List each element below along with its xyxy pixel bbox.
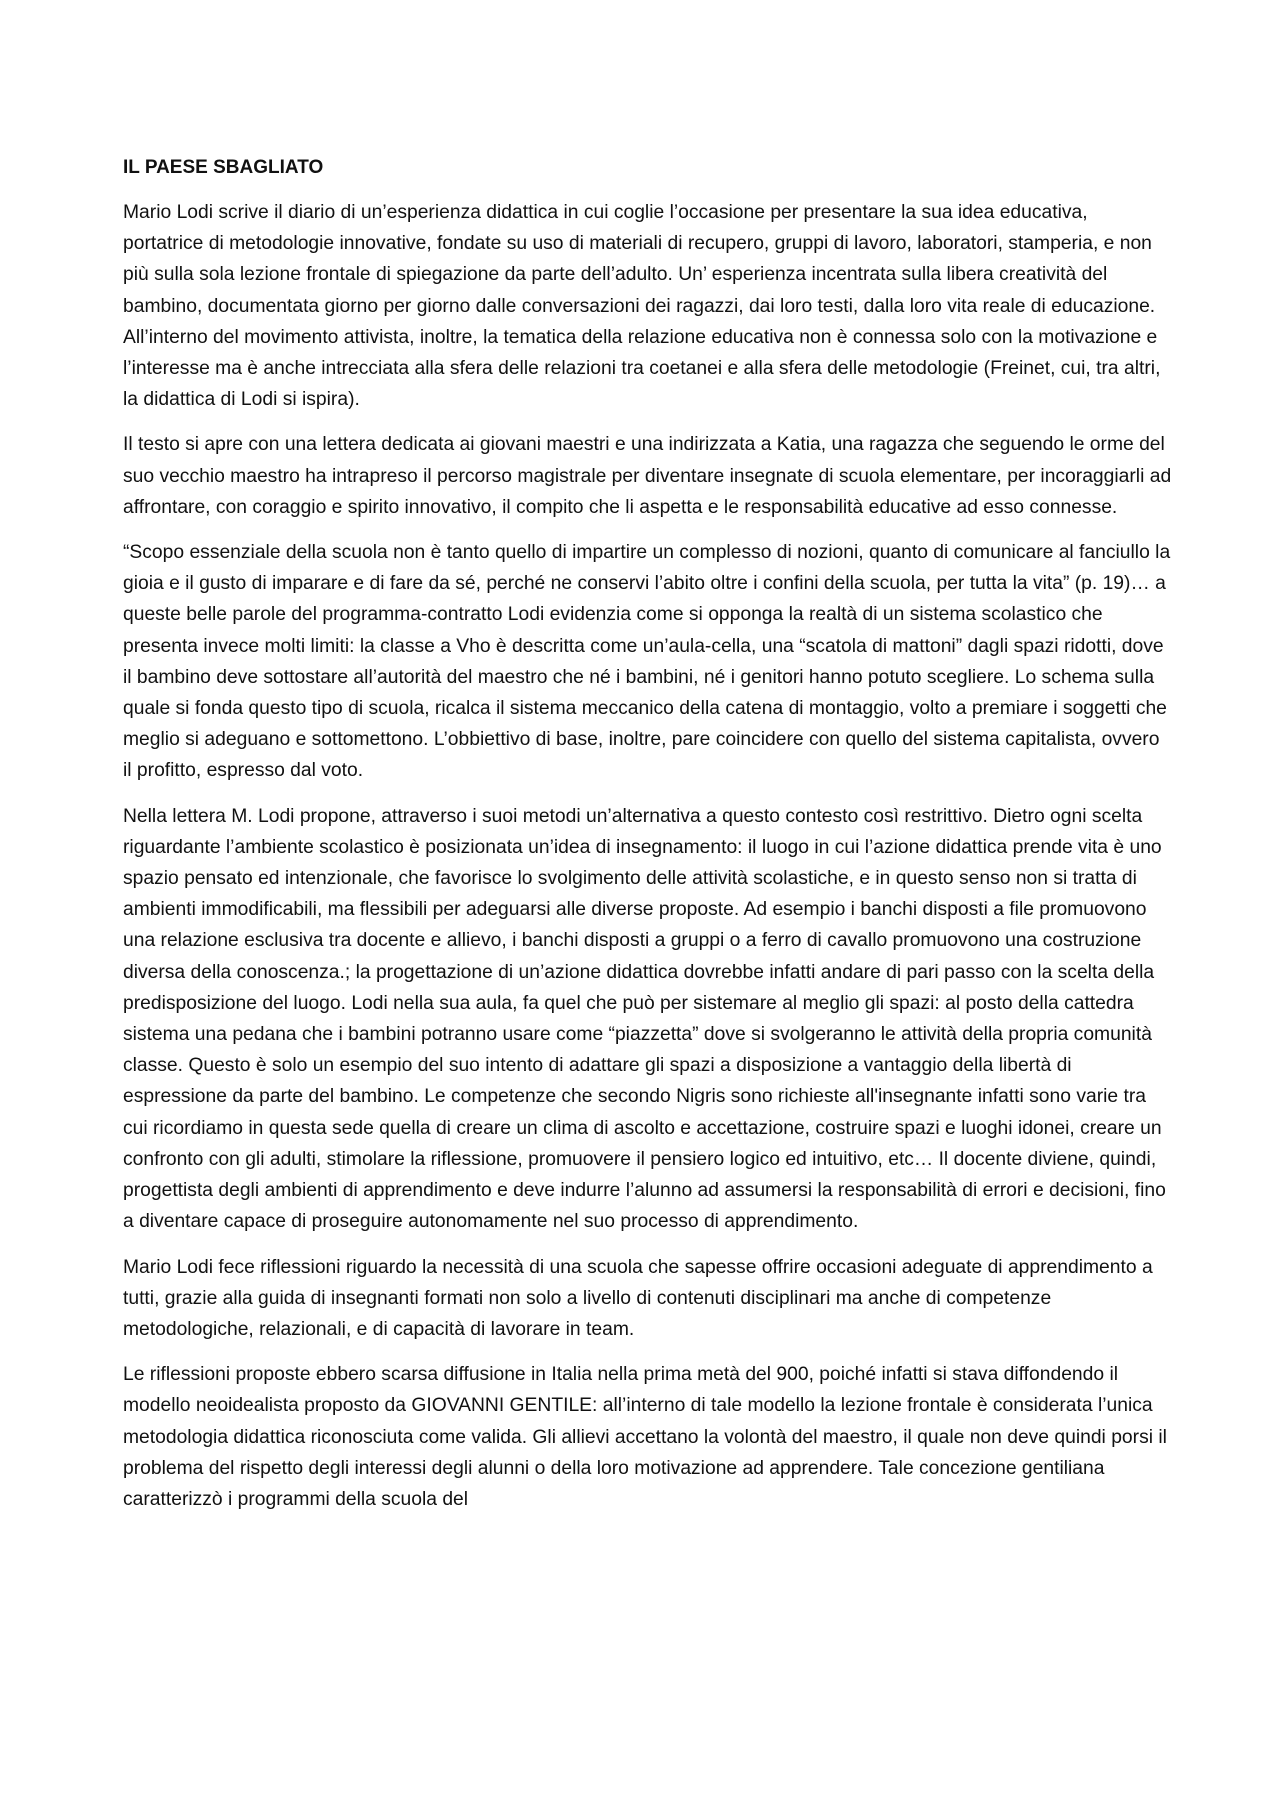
document-page: [123, 152, 1173, 1529]
document-title: IL PAESE SBAGLIATO: [123, 157, 324, 178]
paragraph-2: Il testo si apre con una lettera dedicata ai giovani maestri e una indirizzata a Katia, una ragazza che seguendo le orme del suo vecchio maestro ha intrapreso il percorso magistrale per diventare insegnate di scuola elementare, per incoraggiarli ad affrontare, con coraggio e spirito innovativo, il compito che li aspetta e le responsabilità educative ad esso connesse.: [123, 434, 1172, 518]
paragraph-5: Mario Lodi fece riflessioni riguardo la necessità di una scuola che sapesse offrire occasioni adeguate di apprendimento a tutti, grazie alla guida di insegnanti formati non solo a livello di contenuti disciplinari ma anche di competenze metodologiche, relazionali, e di capacità di lavorare in team.: [123, 1256, 1153, 1340]
paragraph-6: Le riflessioni proposte ebbero scarsa diffusione in Italia nella prima metà del 900, poiché infatti si stava diffondendo il modello neoidealista proposto da GIOVANNI GENTILE: all’interno di tale modello la lezione frontale è considerata l’unica metodologia didattica riconosciuta come valida. Gli allievi accettano la volontà del maestro, il quale non deve quindi porsi il problema del rispetto degli interessi degli alunni o della loro motivazione ad apprendere. Tale concezione gentiliana caratterizzò i programmi della scuola del: [123, 1364, 1167, 1510]
paragraph-4: Nella lettera M. Lodi propone, attraverso i suoi metodi un’alternativa a questo contesto così restrittivo. Dietro ogni scelta riguardante l’ambiente scolastico è posizionata un’idea di insegnamento: il luogo in cui l’azione didattica prende vita è uno spazio pensato ed intenzionale, che favorisce lo svolgimento delle attività scolastiche, e in questo senso non si tratta di ambienti immodificabili, ma flessibili per adeguarsi alle diverse proposte. Ad esempio i banchi disposti a file promuovono una relazione esclusiva tra docente e allievo, i banchi disposti a gruppi o a ferro di cavallo promuovono una costruzione diversa della conoscenza.; la progettazione di un’azione didattica dovrebbe infatti andare di pari passo con la scelta della predisposizione del luogo. Lodi nella sua aula, fa quel che può per sistemare al meglio gli spazi: al posto della cattedra sistema una pedana che i bambini potranno usare come “piazzetta” dove si svolgeranno le attività della propria comunità classe. Questo è solo un esempio del suo intento di adattare gli spazi a disposizione a vantaggio della libertà di espressione da parte del bambino. Le competenze che secondo Nigris sono richieste all'insegnante infatti sono varie tra cui ricordiamo in questa sede quella di creare un clima di ascolto e accettazione, costruire spazi e luoghi idonei, creare un confronto con gli adulti, stimolare la riflessione, promuovere il pensiero logico ed intuitivo, etc… Il docente diviene, quindi, progettista degli ambienti di apprendimento e deve indurre l’alunno ad assumersi la responsabilità di errori e decisioni, fino a diventare capace di proseguire autonomamente nel suo processo di apprendimento.: [123, 805, 1166, 1233]
paragraph-1: Mario Lodi scrive il diario di un’esperienza didattica in cui coglie l’occasione per presentare la sua idea educativa, portatrice di metodologie innovative, fondate su uso di materiali di recupero, gruppi di lavoro, laboratori, stamperia, e non più sulla sola lezione frontale di spiegazione da parte dell’adulto. Un’ esperienza incentrata sulla libera creatività del bambino, documentata giorno per giorno dalle conversazioni dei ragazzi, dai loro testi, dalla loro vita reale di educazione. All’interno del movimento attivista, inoltre, la tematica della relazione educativa non è connessa solo con la motivazione e l’interesse ma è anche intrecciata alla sfera delle relazioni tra coetanei e alla sfera delle metodologie (Freinet, cui, tra altri, la didattica di Lodi si ispira).: [123, 202, 1161, 411]
paragraph-3: “Scopo essenziale della scuola non è tanto quello di impartire un complesso di nozioni, quanto di comunicare al fanciullo la gioia e il gusto di imparare e di fare da sé, perché ne conservi l’abito oltre i confini della scuola, per tutta la vita” (p. 19)… a queste belle parole del programma-contratto Lodi evidenzia come si opponga la realtà di un sistema scolastico che presenta invece molti limiti: la classe a Vho è descritta come un’aula-cella, una “scatola di mattoni” dagli spazi ridotti, dove il bambino deve sottostare all’autorità del maestro che né i bambini, né i genitori hanno potuto scegliere. Lo schema sulla quale si fonda questo tipo di scuola, ricalca il sistema meccanico della catena di montaggio, volto a premiare i soggetti che meglio si adeguano e sottomettono. L’obbiettivo di base, inoltre, pare coincidere con quello del sistema capitalista, ovvero il profitto, espresso dal voto.: [123, 542, 1171, 782]
